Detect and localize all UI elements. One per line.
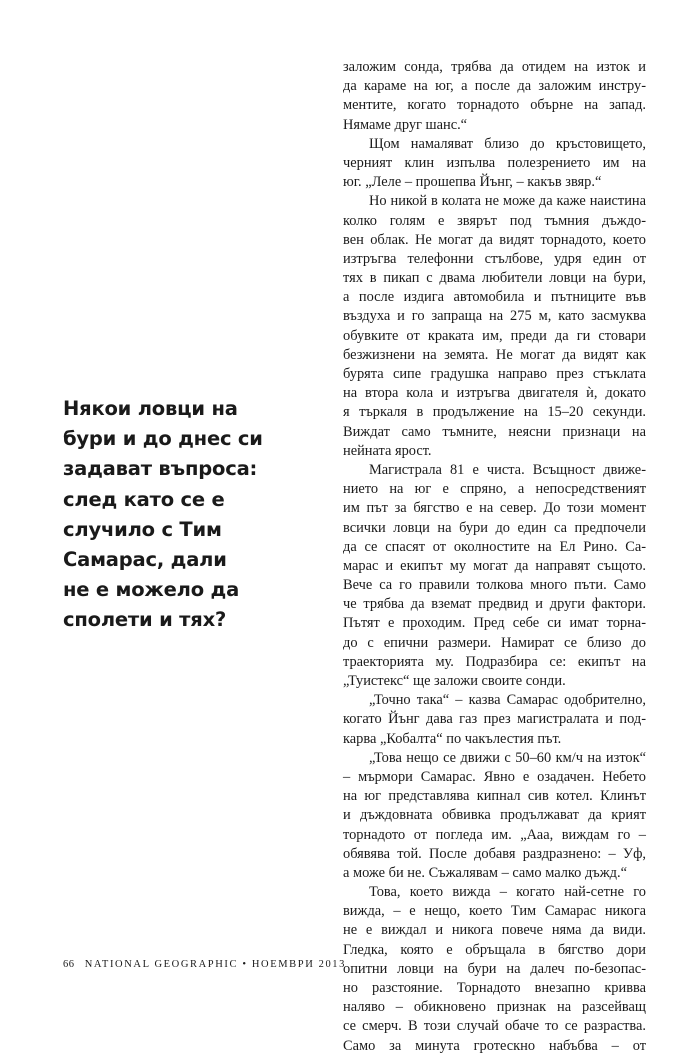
article-line: наляво – обикновено признак на разсейващ bbox=[343, 999, 646, 1016]
publication-credit: NATIONAL GEOGRAPHIC • НОЕМВРИ 2013 bbox=[84, 959, 347, 970]
article-line: на втора кола и изтръгва двигателя ѝ, докато bbox=[343, 385, 646, 402]
article-line: им път за бягство е на север. До този момент bbox=[343, 500, 646, 517]
article-line: нейната ярост. bbox=[343, 442, 432, 459]
article-line: вен облак. Не могат да видят торнадото, което bbox=[343, 231, 646, 248]
pull-quote bbox=[63, 394, 313, 636]
article-line: безжизнени на земята. Не могат да видят как bbox=[343, 346, 646, 363]
article-line: се смерч. В този случай обаче то се разраства. bbox=[343, 1018, 646, 1035]
article-line: тях в пикап с двама любители ловци на бури, bbox=[343, 270, 646, 287]
article-line: „Това нещо се движи с 50–60 км/ч на изток“ bbox=[369, 749, 646, 766]
article-line: но разстояние. Торнадото внезапно кривва bbox=[343, 980, 646, 996]
article-line: обувките от краката им, преди да ги стовари bbox=[343, 327, 646, 344]
article-paragraph bbox=[343, 135, 646, 193]
article-line: на юг представлява кипнал сив котел. Клинът bbox=[343, 788, 646, 805]
pull-quote-line: след като се е bbox=[63, 487, 225, 511]
pull-quote-line: Някои ловци на bbox=[63, 397, 238, 420]
article-line: въздуха и го запраща на 275 м, като засмуква bbox=[343, 308, 646, 325]
article-line: заложим сонда, трябва да отидем на изток и bbox=[343, 59, 646, 75]
article-line: я търкаля в продължение на 15–20 секунди. bbox=[343, 404, 646, 421]
article-body-column bbox=[343, 58, 646, 1056]
article-line: Пътят е проходим. Пред себе си имат торна- bbox=[343, 615, 646, 632]
article-line: торнадото от погледа им. „Ааа, виждам го – bbox=[343, 826, 646, 843]
pull-quote-line: задават въпроса: bbox=[63, 457, 258, 481]
article-line: когато Йънг дава газ през магистралата и под- bbox=[343, 711, 646, 728]
article-line: „Точно така“ – казва Самарас одобрително, bbox=[369, 692, 646, 709]
article-line: бурята сипе градушка направо през стъклата bbox=[343, 366, 646, 382]
article-line: а може би не. Съжалявам – само малко дъжд.“ bbox=[343, 864, 627, 881]
article-line: Гледка, която е обръщала в бягство дори bbox=[343, 941, 646, 958]
article-line: а после издига автомобила и пътниците във bbox=[343, 289, 646, 306]
article-paragraph bbox=[343, 749, 646, 883]
article-line: – мърмори Самарас. Явно е озадачен. Небето bbox=[343, 768, 646, 785]
article-line: да се спасят от околностите на Ел Рино. Са- bbox=[343, 538, 646, 555]
article-paragraph bbox=[343, 461, 646, 691]
article-line: марас и екипът му могат да направят същото. bbox=[343, 557, 646, 574]
pull-quote-line: не е можело да bbox=[63, 578, 240, 602]
article-line: Това, което вижда – когато най-сетне го bbox=[369, 884, 646, 901]
article-line: да караме на юг, а после да заложим инстру- bbox=[343, 78, 646, 95]
article-line: и дъждовната обвивка продължават да крият bbox=[343, 807, 646, 824]
article-paragraph bbox=[343, 691, 646, 749]
article-paragraph bbox=[343, 883, 646, 1056]
article-line: траекторията му. Подразбира се: екипът на bbox=[343, 653, 646, 670]
pull-quote-line: случило с Тим bbox=[63, 517, 222, 541]
article-line: Нямаме друг шанс.“ bbox=[343, 116, 468, 133]
article-line: „Туистекс“ ще заложи своите сонди. bbox=[343, 673, 566, 689]
article-line: Вече са го правили толкова много пъти. Само bbox=[343, 577, 646, 594]
article-line: опитни ловци на бури на далеч по-безопас- bbox=[343, 960, 646, 977]
article-line: нието на юг е спряно, а непосредственият bbox=[343, 481, 646, 498]
article-line: вижда, – е нещо, което Тим Самарас никога bbox=[343, 903, 646, 920]
article-line: юг. „Леле – прошепва Йънг, – какъв звяр.“ bbox=[343, 174, 602, 191]
article-line: колко голям е звярът под тъмния дъждо- bbox=[343, 212, 646, 229]
pull-quote-line: сполети и тях? bbox=[63, 608, 227, 632]
article-line: не е виждал и никога повече няма да види. bbox=[343, 922, 646, 939]
article-line: че трябва да вземат предвид и други фактори. bbox=[343, 596, 646, 613]
article-paragraph bbox=[343, 192, 646, 461]
article-line: Магистрала 81 е чиста. Всъщност движе- bbox=[369, 461, 646, 478]
article-line: Но никой в колата не може да каже наистина bbox=[369, 193, 646, 210]
article-paragraph bbox=[343, 58, 646, 135]
article-line: изтръгва телефонни стълбове, удря един от bbox=[343, 250, 646, 267]
article-line: всички ловци на бури до един са предпочели bbox=[343, 519, 646, 536]
pull-quote-line: Самарас, дали bbox=[63, 548, 227, 572]
page-footer bbox=[63, 959, 346, 970]
article-line: обявява той. После добавя раздразнено: – Уф, bbox=[343, 845, 646, 862]
article-line: Виждат само тъмните, неясни признаци на bbox=[343, 423, 646, 440]
article-line: до с епични размери. Намират се близо до bbox=[343, 634, 646, 651]
pull-quote-line: бури и до днес си bbox=[63, 427, 263, 451]
page-number: 66 bbox=[63, 959, 75, 970]
article-line: ментите, когато торнадото обърне на запад. bbox=[343, 97, 646, 114]
article-line: Щом намаляват близо до кръстовището, bbox=[369, 135, 646, 152]
article-line: черният клин изпълва полезрението им на bbox=[343, 154, 646, 171]
article-line: карва „Кобалта“ по чакълестия път. bbox=[343, 730, 562, 747]
article-line: Само за минута гротескно набъбва – от bbox=[343, 1037, 646, 1054]
